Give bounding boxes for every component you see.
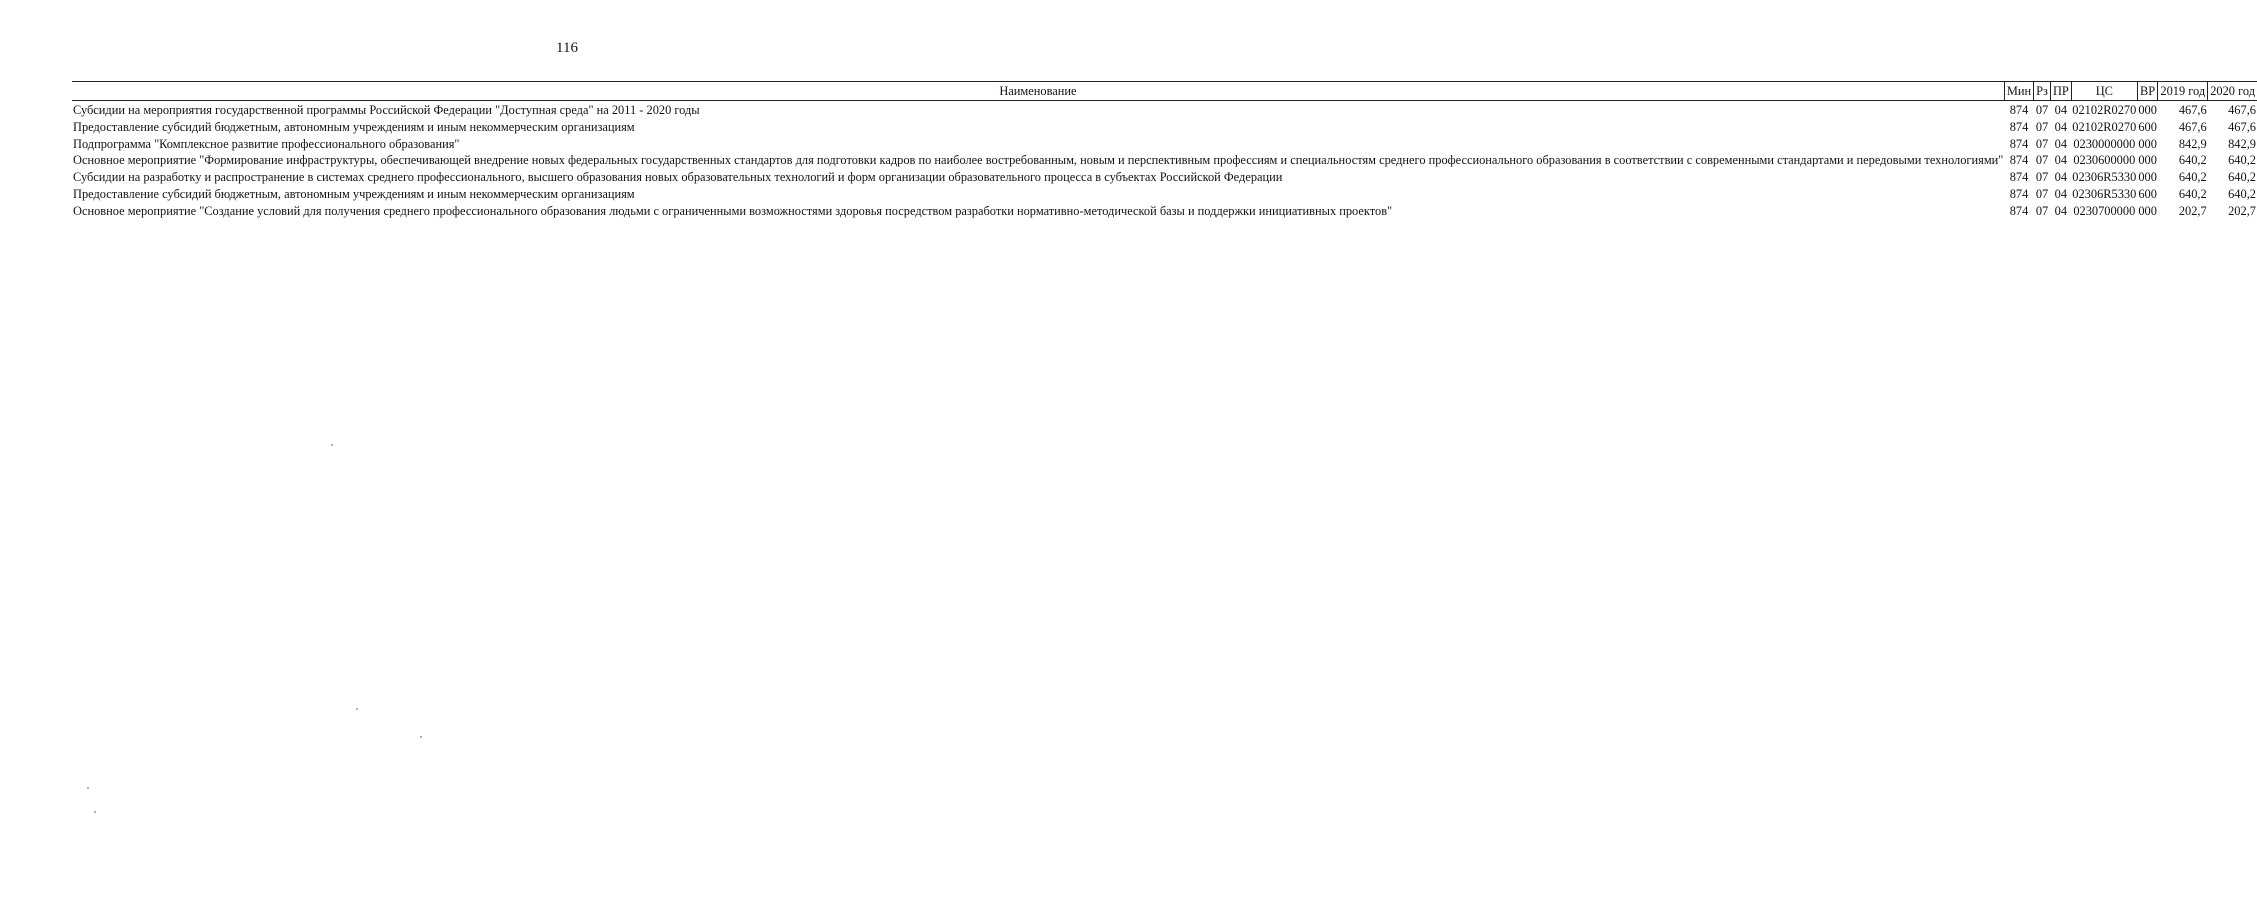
row-expense-type: 000 <box>2138 136 2157 151</box>
row-section: 07 <box>2035 170 2049 185</box>
row-section: 07 <box>2035 153 2049 168</box>
table-row <box>72 202 2257 219</box>
page-number: 116 <box>556 40 578 56</box>
row-subsection: 04 <box>2054 203 2068 218</box>
row-name: Предоставление субсидий бюджетным, автономным учреждениям и иным некоммерческим организациям <box>73 119 635 134</box>
header-section: Рз <box>2034 82 2051 101</box>
scan-speck <box>356 708 358 710</box>
row-amount-2020: 640,2 <box>2228 186 2256 201</box>
row-amount-2019: 640,2 <box>2178 170 2207 185</box>
row-subsection: 04 <box>2054 153 2068 168</box>
header-target-article: ЦС <box>2071 82 2137 101</box>
row-amount-2019: 640,2 <box>2178 186 2207 201</box>
row-subsection: 04 <box>2054 119 2068 134</box>
row-amount-2019: 467,6 <box>2178 103 2207 117</box>
table-row <box>72 151 2257 168</box>
row-name: Основное мероприятие "Создание условий для получения среднего профессионального образования людьми с ограниченными возможностями здоровья посредством разработки нормативно-методической базы и поддержки инициативных проектов" <box>73 203 1393 218</box>
row-amount-2020: 467,6 <box>2228 103 2256 117</box>
row-amount-2019: 467,6 <box>2178 119 2207 134</box>
row-amount-2020: 467,6 <box>2228 119 2256 134</box>
row-target-article: 0230000000 <box>2073 136 2136 151</box>
row-ministry: 874 <box>2009 103 2029 117</box>
row-name: Субсидии на разработку и распространение в системах среднего профессионального, высшего образования новых образовательных технологий и форм организации образовательного процесса в субъектах Российской Федерации <box>73 170 1283 185</box>
row-amount-2019: 842,9 <box>2178 136 2207 151</box>
row-ministry: 874 <box>2009 170 2029 185</box>
row-name: Субсидии на мероприятия государственной программы Российской Федерации "Доступная среда" на 2011 - 2020 годы <box>73 103 700 117</box>
row-subsection: 04 <box>2054 103 2068 117</box>
row-target-article: 02306R5330 <box>2072 170 2137 185</box>
header-year-2019: 2019 год <box>2158 82 2208 101</box>
scan-speck <box>94 811 96 813</box>
row-target-article: 0230700000 <box>2073 203 2136 218</box>
row-ministry: 874 <box>2009 153 2029 168</box>
header-subsection: ПР <box>2050 82 2071 101</box>
row-target-article: 02306R5330 <box>2072 186 2137 201</box>
scan-speck <box>87 787 89 789</box>
row-section: 07 <box>2035 119 2049 134</box>
row-amount-2020: 640,2 <box>2228 170 2256 185</box>
row-name: Предоставление субсидий бюджетным, автономным учреждениям и иным некоммерческим организациям <box>73 186 635 201</box>
row-section: 07 <box>2035 203 2049 218</box>
row-expense-type: 000 <box>2138 203 2157 218</box>
row-subsection: 04 <box>2054 186 2068 201</box>
row-ministry: 874 <box>2009 119 2029 134</box>
row-ministry: 874 <box>2009 136 2029 151</box>
row-amount-2019: 202,7 <box>2178 203 2207 218</box>
row-amount-2020: 640,2 <box>2228 153 2256 168</box>
row-amount-2020: 842,9 <box>2228 136 2256 151</box>
table-row <box>72 168 2257 185</box>
table-row <box>72 101 2257 118</box>
table-header-row <box>72 82 2257 101</box>
header-year-2020: 2020 год <box>2208 82 2257 101</box>
scan-speck <box>420 736 422 738</box>
row-target-article: 0230600000 <box>2073 153 2136 168</box>
row-ministry: 874 <box>2009 203 2029 218</box>
row-expense-type: 600 <box>2138 119 2157 134</box>
row-section: 07 <box>2035 186 2049 201</box>
row-target-article: 02102R0270 <box>2072 103 2137 117</box>
header-ministry: Мин <box>2004 82 2033 101</box>
row-subsection: 04 <box>2054 170 2068 185</box>
row-ministry: 874 <box>2009 186 2029 201</box>
header-expense-type: ВР <box>2137 82 2158 101</box>
header-name: Наименование <box>72 82 2004 101</box>
table-row <box>72 185 2257 202</box>
row-amount-2020: 202,7 <box>2228 203 2256 218</box>
scan-speck <box>331 444 333 446</box>
row-target-article: 02102R0270 <box>2072 119 2137 134</box>
row-section: 07 <box>2035 103 2049 117</box>
table-row <box>72 118 2257 135</box>
budget-table <box>72 81 2257 219</box>
row-expense-type: 600 <box>2138 186 2157 201</box>
row-amount-2019: 640,2 <box>2178 153 2207 168</box>
row-name: Основное мероприятие "Формирование инфраструктуры, обеспечивающей внедрение новых федеральных государственных стандартов для подготовки кадров по наиболее востребованным, новым и перспективным профессиям и специальностям среднего профессионального образования в соответствии с современными стандартами и передовыми технологиями" <box>73 153 2004 168</box>
row-expense-type: 000 <box>2138 170 2157 185</box>
row-expense-type: 000 <box>2138 103 2157 117</box>
row-name: Подпрограмма "Комплексное развитие профессионального образования" <box>73 136 460 151</box>
row-subsection: 04 <box>2054 136 2068 151</box>
row-expense-type: 000 <box>2138 153 2157 168</box>
row-section: 07 <box>2035 136 2049 151</box>
table-row <box>72 135 2257 152</box>
